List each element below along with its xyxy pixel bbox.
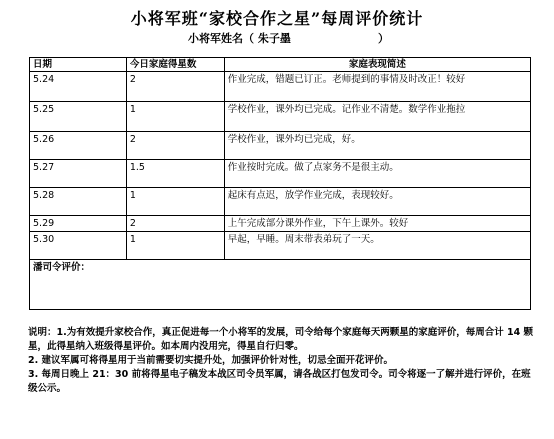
commander-evaluation-row xyxy=(30,260,531,310)
row-stars: 1.5 xyxy=(126,160,224,188)
student-name-label: 小将军姓名（ 朱子墨 xyxy=(188,32,291,45)
commander-evaluation-label: 潘司令评价： xyxy=(30,260,531,310)
row-description: 作业按时完成。做了点家务不是很主动。 xyxy=(224,160,530,188)
row-date: 5.30 xyxy=(30,232,127,260)
row-date: 5.28 xyxy=(30,188,127,216)
student-name-line xyxy=(188,30,389,46)
name-close-paren: ） xyxy=(378,32,389,45)
row-date: 5.26 xyxy=(30,132,127,160)
evaluation-table xyxy=(29,57,531,310)
table-row xyxy=(30,160,531,188)
header-stars: 今日家庭得星数 xyxy=(126,58,224,72)
row-stars: 2 xyxy=(126,72,224,102)
row-description: 早起，早睡。周末带表弟玩了一天。 xyxy=(224,232,530,260)
notes-section xyxy=(28,326,538,396)
row-stars: 1 xyxy=(126,102,224,132)
row-description: 学校作业，课外均已完成，好。 xyxy=(224,132,530,160)
note-2: 2. 建议军属可将得星用于当前需要切实提升处，加强评价针对性，切忌全面开花评价。 xyxy=(28,355,394,366)
table-row xyxy=(30,72,531,102)
row-stars: 1 xyxy=(126,188,224,216)
row-date: 5.27 xyxy=(30,160,127,188)
row-description: 作业完成，错题已订正。老师提到的事情及时改正！较好 xyxy=(224,72,530,102)
page-title: 小将军班“家校合作之星”每周评价统计 xyxy=(130,9,424,28)
note-1: 说明：1.为有效提升家校合作，真正促进每一个小将军的发展，司令给每个家庭每天两颗星的家庭评价，每周合计 14 颗星，此得星纳入班级得星评价。如本周内没用完，得星自行归零。 xyxy=(28,327,534,352)
note-3: 3. 每周日晚上 21：30 前将得星电子稿发本战区司令员军属，请各战区打包发司令。司令将逐一了解并进行评价，在班级公示。 xyxy=(28,369,531,394)
row-description: 上午完成部分课外作业，下午上课外。较好 xyxy=(224,216,530,232)
row-date: 5.25 xyxy=(30,102,127,132)
table-row xyxy=(30,188,531,216)
table-header-row xyxy=(30,58,531,72)
header-date: 日期 xyxy=(30,58,127,72)
row-description: 学校作业，课外均已完成。记作业不清楚。数学作业拖拉 xyxy=(224,102,530,132)
table-row xyxy=(30,102,531,132)
row-stars: 1 xyxy=(126,232,224,260)
header-description: 家庭表现简述 xyxy=(224,58,530,72)
row-date: 5.24 xyxy=(30,72,127,102)
table-row xyxy=(30,216,531,232)
row-stars: 2 xyxy=(126,132,224,160)
table-row xyxy=(30,232,531,260)
row-description: 起床有点迟，放学作业完成，表现较好。 xyxy=(224,188,530,216)
table-row xyxy=(30,132,531,160)
row-date: 5.29 xyxy=(30,216,127,232)
row-stars: 2 xyxy=(126,216,224,232)
